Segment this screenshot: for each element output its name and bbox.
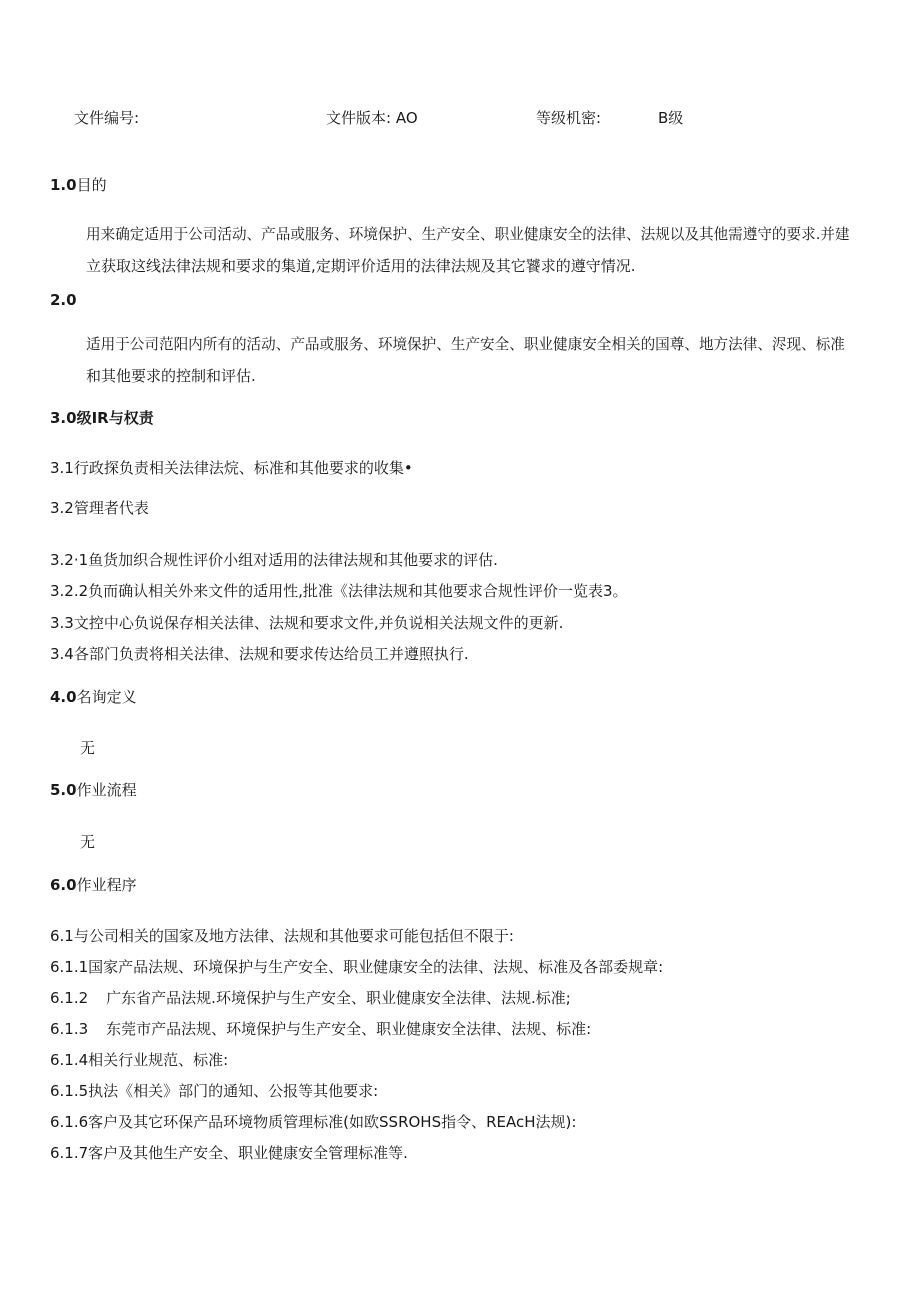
section-3-item-3-2-1: 3.2·1鱼货加织合规性评价小组对适用的法律法规和其他要求的评估. bbox=[50, 551, 498, 569]
section-1-heading bbox=[50, 174, 107, 195]
section-5-body: 无 bbox=[80, 833, 96, 851]
section-3-title: 级IR与权责 bbox=[76, 409, 154, 427]
section-2-line-2: 和其他要求的控制和评估. bbox=[86, 367, 256, 385]
section-5-heading bbox=[50, 779, 137, 800]
section-4-heading bbox=[50, 686, 137, 707]
section-3-number: 3.0 bbox=[50, 409, 77, 427]
section-6-heading bbox=[50, 874, 137, 895]
section-6-item-6-1: 6.1与公司相关的国家及地方法律、法规和其他要求可能包括但不限于: bbox=[50, 927, 514, 945]
section-2-number: 2.0 bbox=[50, 291, 77, 309]
section-6-number: 6.0 bbox=[50, 876, 77, 894]
section-6-item-6-1-4: 6.1.4相关行业规范、标准: bbox=[50, 1051, 229, 1069]
section-3-item-3-3: 3.3文控中心负说保存相关法律、法规和要求文件,并负说相关法规文件的更新. bbox=[50, 614, 564, 632]
section-1-line-2: 立获取这线法律法规和要求的集道,定期评价适用的法律法规及其它饕求的遵守情况. bbox=[86, 257, 636, 275]
item-6-1-2-number: 6.1.2 bbox=[50, 989, 89, 1007]
version-field bbox=[326, 107, 418, 128]
section-3-heading bbox=[50, 407, 154, 428]
item-6-1-2-text: 广东省产品法规.环境保护与生产安全、职业健康安全法律、法规.标准; bbox=[106, 989, 571, 1007]
item-6-1-3-number: 6.1.3 bbox=[50, 1020, 89, 1038]
section-6-item-6-1-6: 6.1.6客户及其它环保产品环境物质管理标准(如欧SSROHS指令、REAcH法规): bbox=[50, 1113, 577, 1131]
version-value: AO bbox=[395, 109, 418, 127]
section-6-item-6-1-7: 6.1.7客户及其他生产安全、职业健康安全管理标准等. bbox=[50, 1144, 408, 1162]
section-5-number: 5.0 bbox=[50, 781, 77, 799]
section-5-title: 作业流程 bbox=[76, 781, 137, 799]
doc-number-label: 文件编号: bbox=[74, 109, 140, 127]
section-3-item-3-4: 3.4各部门负责将相关法律、法规和要求传达给员工并遵照执行. bbox=[50, 645, 469, 663]
section-6-item-6-1-3 bbox=[50, 1018, 591, 1039]
section-4-title: 名询定义 bbox=[76, 688, 137, 706]
section-3-item-3-2: 3.2管理者代表 bbox=[50, 499, 149, 517]
section-6-title: 作业程序 bbox=[76, 876, 137, 894]
section-4-number: 4.0 bbox=[50, 688, 77, 706]
section-1-line-1: 用来确定适用于公司活动、产品或服务、环境保护、生产安全、职业健康安全的法律、法规以及其他需遵守的要求.并建 bbox=[86, 226, 850, 243]
section-6-item-6-1-1: 6.1.1国家产品法规、环境保护与生产安全、职业健康安全的法律、法规、标准及各部委规章: bbox=[50, 958, 664, 976]
item-6-1-3-text: 东莞市产品法规、环境保护与生产安全、职业健康安全法律、法规、标准: bbox=[106, 1020, 592, 1038]
section-6-item-6-1-2 bbox=[50, 987, 571, 1008]
version-label: 文件版本: bbox=[326, 109, 392, 127]
section-1-title: 目的 bbox=[76, 176, 107, 194]
section-2-line-1: 适用于公司范阳内所有的活动、产品或服务、环境保护、生产安全、职业健康安全相关的国尊、地方法律、浕现、标准 bbox=[86, 336, 845, 353]
secret-level-label: 等级机密: bbox=[536, 109, 602, 127]
secret-level-value: B级 bbox=[658, 109, 684, 127]
section-3-item-3-1: 3.1行政探负责相关法律法烷、标准和其他要求的收集• bbox=[50, 459, 413, 477]
section-3-item-3-2-2: 3.2.2负而确认相关外来文件的适用性,批准《法律法规和其他要求合规性评价一览表3。 bbox=[50, 582, 628, 600]
section-6-item-6-1-5: 6.1.5执法《相关》部门的通知、公报等其他要求: bbox=[50, 1082, 379, 1100]
section-1-number: 1.0 bbox=[50, 176, 77, 194]
section-4-body: 无 bbox=[80, 739, 96, 757]
